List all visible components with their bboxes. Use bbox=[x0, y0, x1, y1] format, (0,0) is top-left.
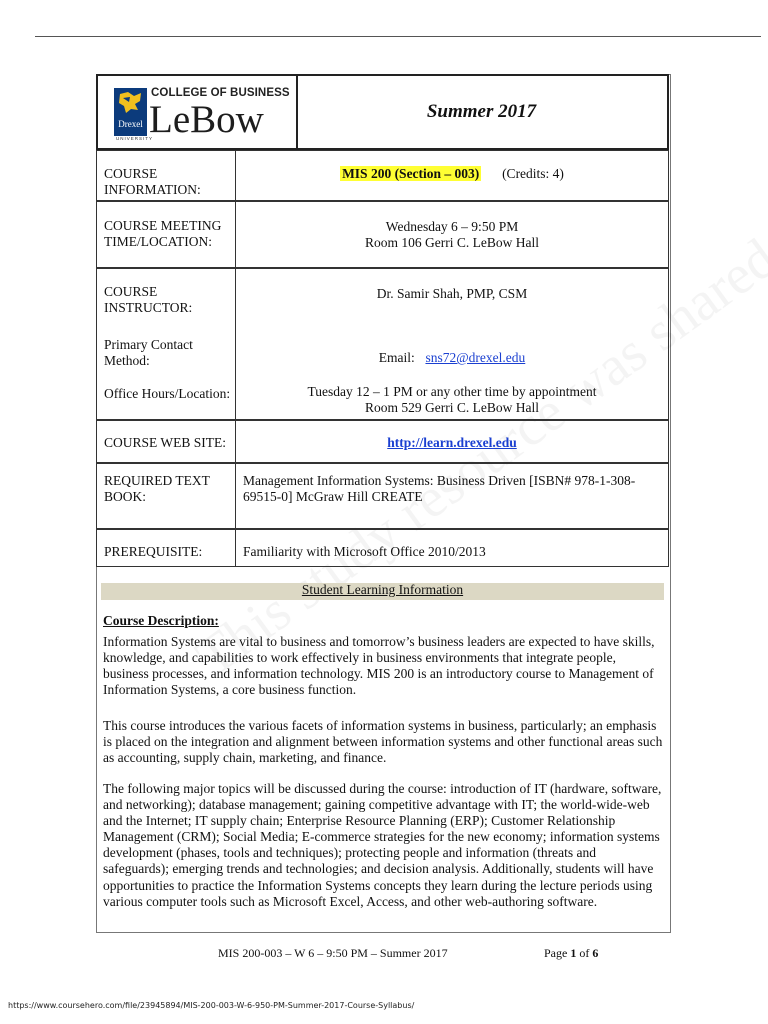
course-information-label: COURSE INFORMATION: bbox=[97, 151, 236, 200]
website-label: COURSE WEB SITE: bbox=[97, 421, 236, 462]
prerequisite-label: PREREQUISITE: bbox=[97, 530, 236, 566]
source-url: https://www.coursehero.com/file/23945894/MIS-200-003-W-6-950-PM-Summer-2017-Course-Syllabus/ bbox=[8, 1001, 415, 1010]
row-instructor bbox=[96, 268, 669, 420]
svg-text:Drexel: Drexel bbox=[118, 119, 143, 129]
lebow-wordmark: LeBow bbox=[149, 98, 264, 141]
row-course-information bbox=[96, 150, 669, 201]
website-value bbox=[236, 421, 668, 462]
instructor-values bbox=[236, 269, 668, 419]
section-title: Student Learning Information bbox=[301, 582, 464, 597]
logo-cell bbox=[98, 76, 298, 148]
drexel-crest-icon bbox=[114, 88, 147, 136]
course-description-heading: Course Description: bbox=[103, 613, 219, 628]
website-link[interactable]: http://learn.drexel.edu bbox=[387, 435, 517, 450]
office-room: Room 529 Gerri C. LeBow Hall bbox=[365, 400, 539, 415]
row-textbook bbox=[96, 463, 669, 529]
lebow-logo bbox=[114, 86, 290, 142]
email-line bbox=[236, 350, 668, 366]
instructor-label: COURSE INSTRUCTOR: bbox=[104, 284, 193, 315]
description-paragraph-2: This course introduces the various facets of information systems in business, particularly; an emphasis is placed on the integration and alignment between information systems and other functional areas such as accounting, supply chain, marketing, and finance. bbox=[103, 718, 663, 766]
college-label: COLLEGE OF BUSINESS bbox=[151, 87, 290, 99]
description-paragraph-1: Information Systems are vital to business and tomorrow’s business leaders are expected to have skills, knowledge, and capabilities to work effectively in business environments that integrate people, business processes, and information technology. MIS 200 is an introductory course to Management of Information Systems, a core business function. bbox=[103, 634, 655, 698]
textbook-value: Management Information Systems: Business Driven [ISBN# 978-1-308-69515-0] McGraw Hill CREATE bbox=[243, 473, 636, 504]
credits: (Credits: 4) bbox=[502, 166, 564, 181]
page-number: Page 1 of 6 bbox=[544, 946, 599, 960]
meeting-day-time: Wednesday 6 – 9:50 PM bbox=[385, 219, 519, 234]
office-hours: Tuesday 12 – 1 PM or any other time by appointment bbox=[307, 384, 597, 399]
top-rule bbox=[35, 36, 761, 37]
footer-course-info: MIS 200-003 – W 6 – 9:50 PM – Summer 2017 bbox=[218, 946, 448, 960]
email-prefix: Email: bbox=[378, 350, 415, 365]
header-row bbox=[96, 74, 669, 150]
meeting-time-value bbox=[236, 202, 668, 267]
instructor-name: Dr. Samir Shah, PMP, CSM bbox=[376, 286, 528, 301]
course-code-highlight: MIS 200 (Section – 003) bbox=[342, 166, 480, 181]
course-information-value bbox=[236, 151, 668, 200]
description-paragraph-3: The following major topics will be discussed during the course: introduction of IT (hardware, software, and networking); database management; gaining competitive advantage with IT; the world-wide-web and the Internet; IT supply chain; Enterprise Resource Planning (ERP); Customer Relationship Management (CRM); Social Media; E-commerce strategies for the new economy; information systems development (phases, tools and techniques); protecting people and information (threats and safeguards); emerging trends and technologies; and decision analysis. Additionally, students will have opportunities to practice the Information Systems concepts they learn during the lecture periods using various computer tools such as Microsoft Excel, Access, and other web-authoring software. bbox=[103, 781, 662, 909]
row-prerequisite bbox=[96, 529, 669, 567]
contact-method-label: Primary Contact Method: bbox=[104, 337, 193, 368]
row-website bbox=[96, 420, 669, 463]
meeting-room: Room 106 Gerri C. LeBow Hall bbox=[365, 235, 539, 250]
term-title: Summer 2017 bbox=[426, 101, 537, 122]
row-meeting-time bbox=[96, 201, 669, 268]
prerequisite-value: Familiarity with Microsoft Office 2010/2013 bbox=[243, 544, 486, 559]
meeting-time-label: COURSE MEETING TIME/LOCATION: bbox=[97, 202, 236, 267]
instructor-email-link[interactable]: sns72@drexel.edu bbox=[425, 350, 526, 365]
office-hours-label: Office Hours/Location: bbox=[104, 386, 231, 401]
university-label: UNIVERSITY bbox=[116, 136, 154, 141]
textbook-label: REQUIRED TEXT BOOK: bbox=[97, 464, 236, 528]
instructor-labels bbox=[97, 269, 236, 419]
